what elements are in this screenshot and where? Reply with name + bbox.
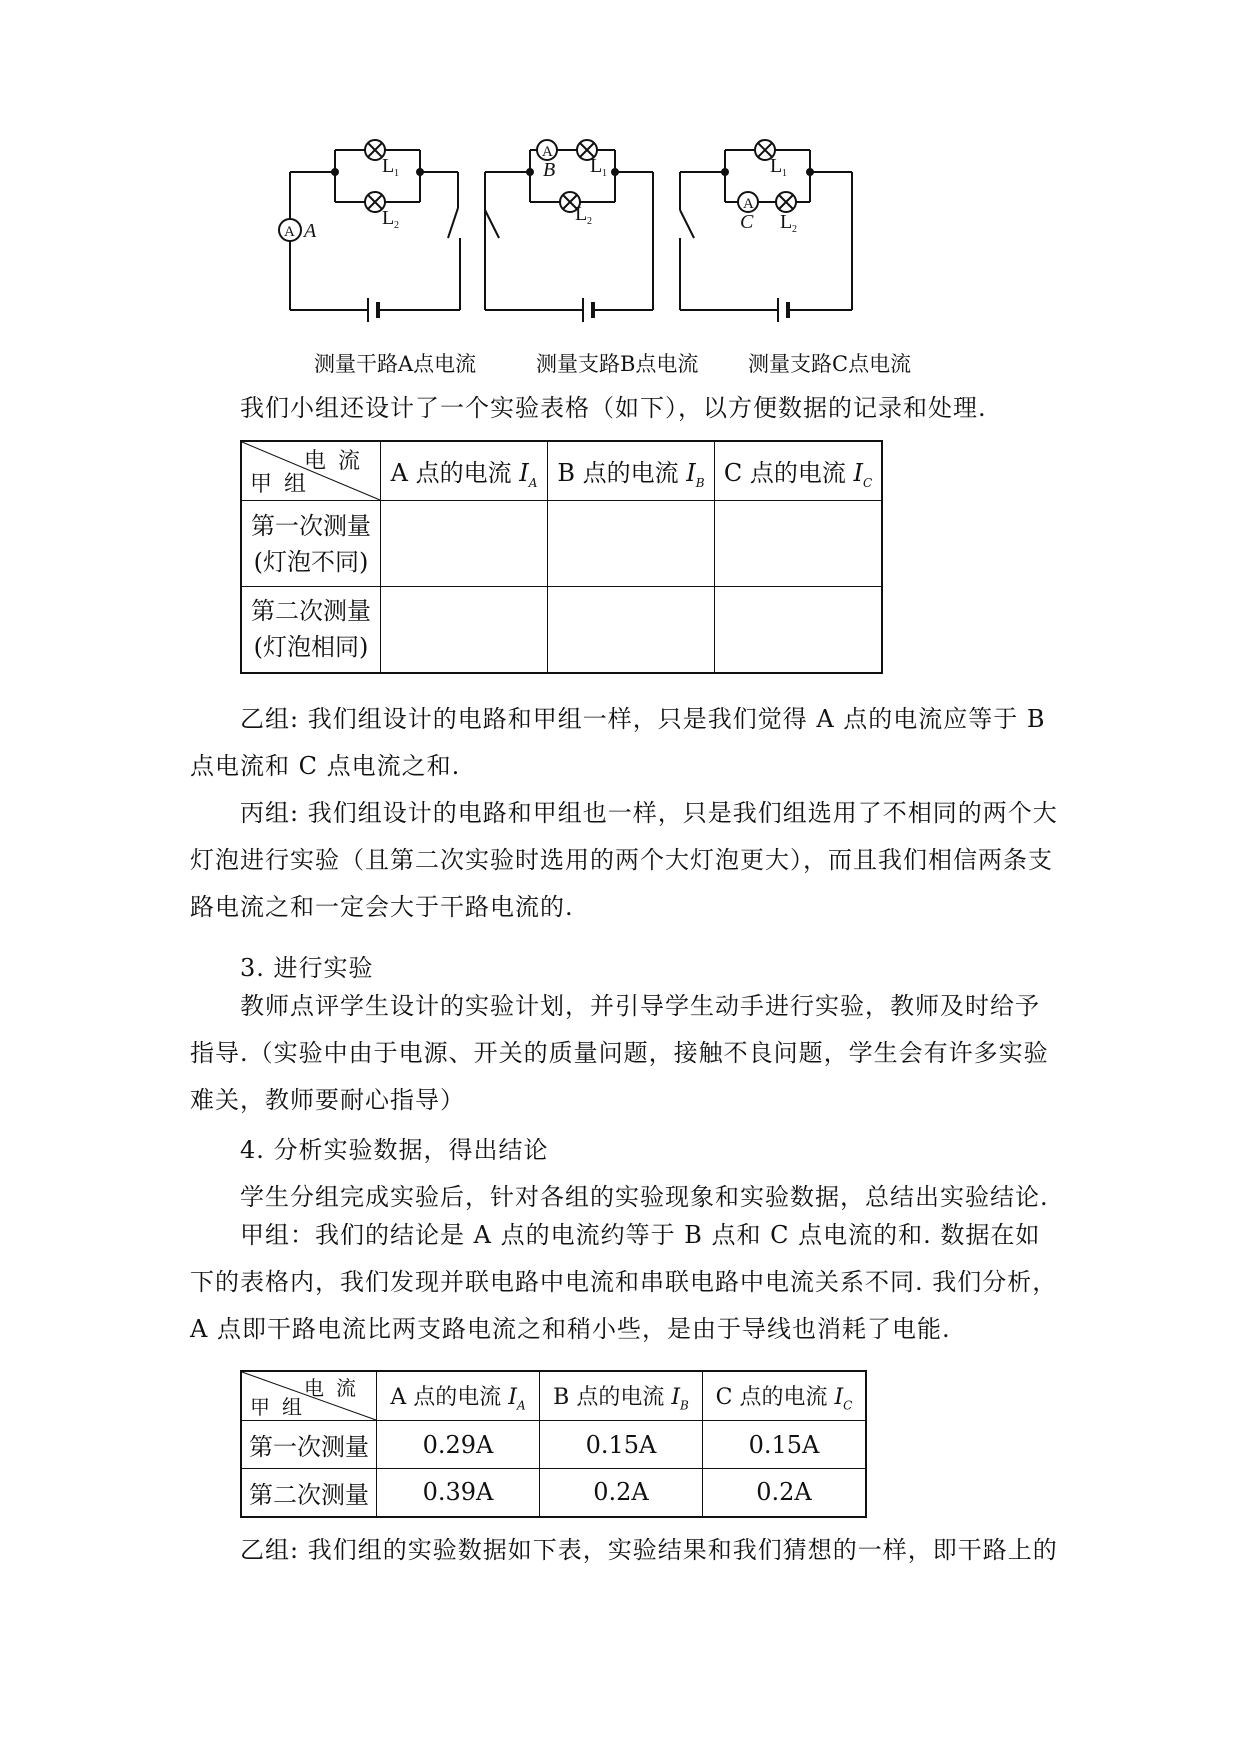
col-header-b: B 点的电流 $I_B$ [540,1371,703,1421]
svg-text:L: L [590,155,603,177]
yi-hypothesis: 乙组: 我们组设计的电路和甲组一样，只是我们觉得 A 点的电流应等于 B 点电流和 C 点电流之和. [190,705,1046,780]
svg-text:L: L [770,155,783,177]
svg-text:L: L [382,155,395,177]
col-header-c: C 点的电流 $I_C$ [715,441,883,501]
circuit-figure [284,140,970,350]
col-header-a: A 点的电流 $I_A$ [377,1371,540,1421]
svg-text:1: 1 [602,168,607,179]
svg-text:L: L [382,207,395,229]
svg-text:L: L [575,203,588,225]
table-row: 第二次测量 (灯泡相同) [241,587,882,673]
circuit-measure-b [485,140,653,322]
table-corner: 电流 甲组 [241,1371,377,1421]
table-row: 第一次测量 0.29A 0.15A 0.15A [241,1421,866,1469]
step3-body: 教师点评学生设计的实验计划，并引导学生动手进行实验，教师及时给予指导.（实验中由于电源、开关的质量问题，接触不良问题，学生会有许多实验难关，教师要耐心指导） [190,992,1049,1114]
svg-text:2: 2 [792,224,797,235]
yi-data: 乙组: 我们组的实验数据如下表，实验结果和我们猜想的一样，即干路上的 [240,1536,1058,1564]
col-header-b: B 点的电流 $I_B$ [548,441,715,501]
svg-text:L: L [780,211,793,233]
point-c-label: C [740,211,754,233]
svg-text:1: 1 [394,168,399,179]
step4-body: 学生分组完成实验后，针对各组的实验现象和实验数据，总结出实验结论. [240,1183,1049,1211]
bing-hypothesis: 丙组: 我们组设计的电路和甲组也一样，只是我们组选用了不相同的两个大灯泡进行实验（且第二次实验时选用的两个大灯泡更大），而且我们相信两条支路电流之和一定会大于干路电流的. [190,799,1058,921]
svg-text:2: 2 [587,216,592,227]
table-row: 第一次测量 (灯泡不同) [241,501,882,587]
caption-b: 测量支路B点电流 [536,352,699,376]
table-row: 第二次测量 0.39A 0.2A 0.2A [241,1469,866,1517]
step4-title: 4. 分析实验数据，得出结论 [240,1136,549,1164]
caption-c: 测量支路C点电流 [748,352,912,376]
ammeter-label-3: A [743,196,754,212]
ammeter-label-2: A [542,144,553,160]
point-b-label: B [543,159,556,181]
table-corner: 电流 甲组 [241,441,381,501]
svg-text:1: 1 [782,168,787,179]
caption-a: 测量干路A点电流 [314,352,477,376]
experiment-table-data [240,1370,867,1518]
col-header-a: A 点的电流 $I_A$ [381,441,548,501]
point-a-label: A [304,220,317,242]
step3-title: 3. 进行实验 [240,954,374,982]
svg-text:2: 2 [394,220,399,231]
ammeter-label-1: A [284,224,295,240]
jia-conclusion: 甲组：我们的结论是 A 点的电流约等于 B 点和 C 点电流的和. 数据在如下的表格内，我们发现并联电路中电流和串联电路中电流关系不同. 我们分析， A 点即干路电流比两支路电流之和稍小些，是由于导线也消耗了电能. [190,1221,1058,1343]
experiment-table-empty [240,440,883,674]
circuit-measure-c [680,140,852,322]
col-header-c: C 点的电流 $I_C$ [703,1371,867,1421]
intro-line: 我们小组还设计了一个实验表格（如下），以方便数据的记录和处理. [240,394,987,422]
